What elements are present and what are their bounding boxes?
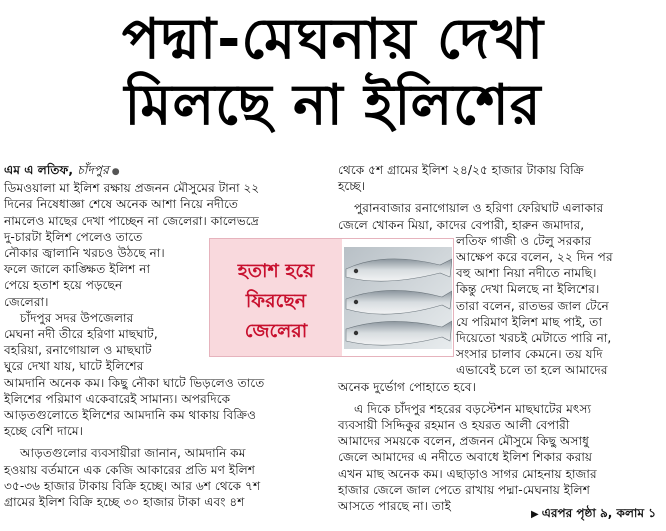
right-line-19: হাজার জেলে জাল পেতে রাখায় পদ্মা-মেঘনায় ইলিশ — [338, 482, 590, 497]
continuation-footer — [531, 505, 656, 525]
headline-line-2: মিলছে না ইলিশের — [124, 73, 542, 138]
left-line-9: মেঘনা নদী তীরে হরিণা মাছঘাট, — [4, 327, 158, 342]
left-line-8: চাঁদপুর সদর উপজেলার — [20, 310, 134, 325]
right-line-11: সংসার চালাব কেমনে। তয় যদি — [456, 347, 603, 362]
byline-author: এম এ লতিফ, — [4, 163, 74, 177]
right-line-12: এভাবেই চলে তা হলে আমাদের — [456, 363, 608, 378]
left-line-1: দিনের নিষেধাজ্ঞা শেষে অনেক আশা নিয়ে নদীতে — [4, 197, 238, 212]
inset-callout — [209, 238, 454, 357]
right-line-13: অনেক দুর্ভোগ পোহাতে হবে। — [338, 379, 476, 394]
left-line-16: আড়তগুলোর ব্যবসায়ীরা জানান, আমদানি কম — [20, 446, 246, 461]
right-line-15: ব্যবসায়ী সিদ্দিকুর রহমান ও হযরত আলী বেপারী — [338, 418, 570, 433]
byline — [4, 162, 322, 180]
inset-caption-line-1: হতাশ হয়ে — [237, 260, 315, 282]
right-line-16: আমাদের সময়কে বলেন, প্রজনন মৌসুমে কিছু অসাধু — [338, 434, 589, 449]
right-line-20: আসতে পারছে না। তাই — [338, 499, 451, 514]
left-line-11: ঘুরে দেখা যায়, ঘাটে ইলিশের — [4, 359, 144, 374]
headline-line-1: পদ্মা-মেঘনায় দেখা — [121, 7, 545, 72]
left-line-10: বহরিয়া, রনাগোয়াল ও মাছঘাট — [4, 343, 152, 358]
left-line-12: আমদানি অনেক কম। কিছু নৌকা ঘাটে ভিড়লেও তাতে — [4, 375, 265, 390]
right-line-6: বহু আশা নিয়া নদীতে নামছি। — [456, 266, 597, 281]
hilsa-fish-photo — [344, 247, 452, 349]
left-line-14: আড়তগুলোতে ইলিশের আমদানি কম থাকায় বিক্রিও — [4, 408, 257, 423]
left-line-2: নামলেও মাছের দেখা পাচ্ছেন না জেলেরা। কালেভদ্রে — [4, 213, 259, 228]
right-line-14: এ দিকে চাঁদপুর শহরের বড়স্টেশন মাছঘাটের মৎস্য — [354, 401, 592, 416]
left-line-13: ইলিশের পরিমাণ একেবারেই সামান্য। অপরদিকে — [4, 391, 231, 406]
inset-caption-line-3: জেলেরা — [244, 320, 308, 342]
right-line-0: থেকে ৫শ গ্রামের ইলিশ ২৪/২৫ হাজার টাকায় বিক্রি — [338, 163, 584, 177]
right-line-2: পুরানবাজার রনাগোয়াল ও হরিণা ফেরিঘাট এলাকার — [354, 201, 604, 216]
right-line-3: জেলে খোকন মিয়া, কাদের বেপারী, হারুন জমাদার, — [338, 217, 585, 232]
left-line-0: ডিমওয়ালা মা ইলিশ রক্ষায় প্রজনন মৌসুমের টানা ২২ — [4, 181, 260, 196]
left-line-19: গ্রামের ইলিশ বিক্রি হচ্ছে ৩০ হাজার টাকা এবং ৪শ — [4, 495, 245, 510]
continuation-text: এরপর পৃষ্ঠা ৯, কলাম ১ — [541, 506, 656, 520]
triangle-right-icon: ▶ — [531, 509, 539, 520]
right-line-5: আক্ষেপ করে বলেন, ২২ দিন পর — [456, 250, 613, 265]
left-line-18: ৩৫-৩৬ হাজার টাকায় বিক্রি হচ্ছে। আর ৬শ থেকে ৭শ — [4, 478, 261, 493]
right-line-17: জেলে আমাদের এ নদীতে অবাধে ইলিশ শিকার করায় — [338, 450, 593, 465]
bullet-icon: ● — [111, 167, 120, 177]
right-line-10: দিয়েতো খরচই মেটাতে পারি না, — [456, 331, 612, 346]
left-line-4: নৌকার জ্বালানি খরচও উঠছে না। — [4, 246, 165, 261]
byline-location: চাঁদপুর — [77, 163, 109, 177]
right-line-18: এখন মাছ অনেক কম। এছাড়াও সাগর মোহনায় হাজার — [338, 466, 597, 481]
left-line-5: ফলে জালে কাঙ্ক্ষিত ইলিশ না — [4, 262, 151, 277]
right-line-1: হচ্ছে। — [338, 179, 366, 194]
left-line-17: হওয়ায় বর্তমানে এক কেজি আকারের প্রতি মণ ইলিশ — [4, 462, 256, 477]
left-line-7: জেলেরা। — [4, 294, 49, 309]
right-line-9: যে পরিমাণ ইলিশ মাছ পাই, তা — [456, 314, 602, 329]
left-line-6: পেয়ে হতাশ হয়ে পড়ছেন — [4, 278, 123, 293]
inset-caption-box — [210, 239, 342, 356]
left-line-3: দু-চারটা ইলিশ পেলেও তাতে — [4, 229, 143, 244]
left-line-15: হচ্ছে বেশি দামে। — [4, 424, 83, 439]
right-line-8: তারা বলেন, রাতভর জাল টেনে — [456, 298, 609, 313]
right-line-7: কিন্তু দেখা মিলছে না ইলিশের। — [456, 282, 600, 297]
inset-caption-line-2: ফিরছেন — [245, 290, 307, 312]
right-line-4: লতিফ গাজী ও টেলু সরকার — [456, 233, 592, 248]
